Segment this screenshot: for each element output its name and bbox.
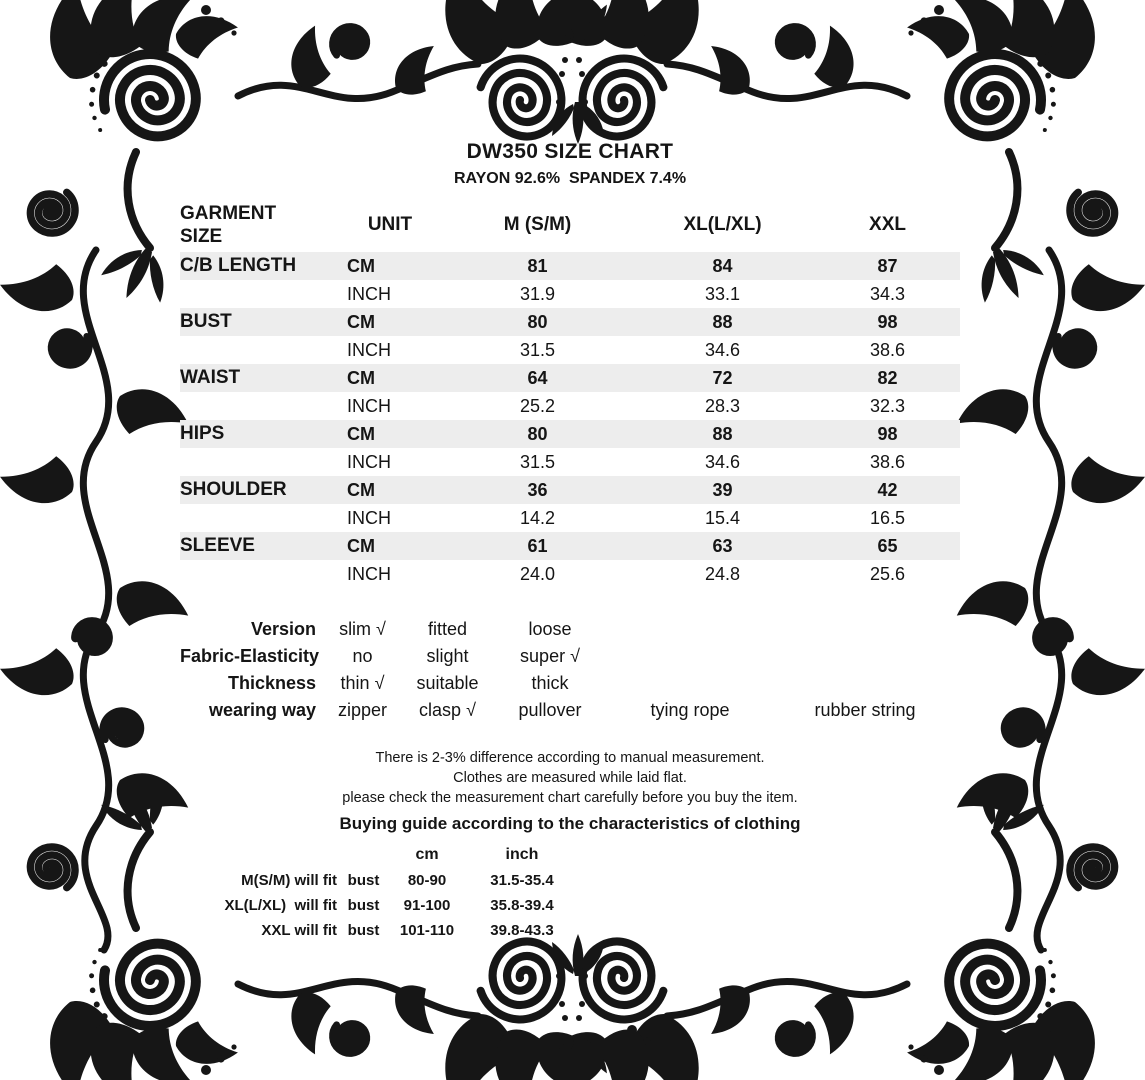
cell-xxl: 38.6 bbox=[869, 451, 906, 472]
attribute-label: wearing way bbox=[208, 700, 316, 720]
table-row bbox=[180, 280, 960, 308]
cell-unit: INCH bbox=[347, 395, 391, 416]
row-label: HIPS bbox=[180, 423, 225, 444]
cell-m: 36 bbox=[527, 479, 548, 500]
cell-xxl: 42 bbox=[877, 479, 898, 500]
cell-xl: 34.6 bbox=[704, 451, 741, 472]
col-size-xxl: XXL bbox=[869, 214, 906, 235]
table-row bbox=[180, 308, 960, 336]
attribute-row: Thickness thin √ suitable thick bbox=[180, 670, 960, 697]
cell-xxl: 87 bbox=[877, 255, 898, 276]
col-unit: UNIT bbox=[367, 214, 413, 235]
cell-unit: CM bbox=[347, 311, 375, 332]
cell-m: 25.2 bbox=[519, 395, 556, 416]
cell-unit: INCH bbox=[347, 451, 391, 472]
buying-guide-table bbox=[180, 842, 960, 943]
attribute-row: wearing way zipper clasp √ pullover tying rope rubber string bbox=[180, 697, 960, 724]
size-table-header bbox=[180, 198, 960, 252]
table-row bbox=[180, 560, 960, 588]
cell-unit: CM bbox=[347, 479, 375, 500]
cell-xxl: 32.3 bbox=[869, 395, 906, 416]
note-line: There is 2-3% difference according to manual measurement. bbox=[375, 750, 765, 766]
cell-unit: CM bbox=[347, 423, 375, 444]
table-row bbox=[180, 476, 960, 504]
size-table bbox=[180, 198, 960, 588]
cell-xxl: 98 bbox=[877, 423, 898, 444]
cell-m: 24.0 bbox=[519, 563, 556, 584]
cell-xl: 72 bbox=[712, 367, 733, 388]
cell-m: 64 bbox=[527, 367, 548, 388]
table-row bbox=[180, 364, 960, 392]
cell-xxl: 82 bbox=[877, 367, 898, 388]
attribute-label: Thickness bbox=[227, 673, 316, 693]
attribute-label: Fabric-Elasticity bbox=[180, 646, 320, 666]
cell-xxl: 65 bbox=[877, 535, 898, 556]
cell-xl: 63 bbox=[712, 535, 733, 556]
table-row bbox=[180, 392, 960, 420]
row-label: SHOULDER bbox=[180, 479, 287, 500]
table-row bbox=[180, 336, 960, 364]
buying-guide-header bbox=[180, 842, 960, 868]
row-label: SLEEVE bbox=[180, 535, 255, 556]
cell-xl: 28.3 bbox=[704, 395, 741, 416]
row-label: C/B LENGTH bbox=[180, 255, 297, 276]
fabric-composition: RAYON 92.6% SPANDEX 7.4% bbox=[453, 170, 687, 187]
cell-xl: 84 bbox=[712, 255, 733, 276]
note-line: please check the measurement chart carefully before you buy the item. bbox=[342, 790, 798, 806]
cell-unit: CM bbox=[347, 535, 375, 556]
cell-xl: 15.4 bbox=[704, 507, 741, 528]
cell-xxl: 38.6 bbox=[869, 339, 906, 360]
col-garment-size: GARMENT SIZE bbox=[180, 203, 277, 247]
buying-guide-title: Buying guide according to the characteristics of clothing bbox=[339, 814, 801, 833]
note-line: Clothes are measured while laid flat. bbox=[453, 770, 687, 786]
cell-m: 31.9 bbox=[519, 283, 556, 304]
cell-m: 31.5 bbox=[519, 339, 556, 360]
cell-xxl: 25.6 bbox=[869, 563, 906, 584]
measurement-notes bbox=[180, 748, 960, 808]
attribute-label: Version bbox=[250, 619, 316, 639]
cell-unit: INCH bbox=[347, 283, 391, 304]
table-row bbox=[180, 532, 960, 560]
buying-guide-row: M(S/M) will fit bust 80-90 31.5-35.4 bbox=[241, 872, 554, 889]
row-label: BUST bbox=[180, 311, 232, 332]
cell-unit: CM bbox=[347, 367, 375, 388]
buying-guide-row: XXL will fit bust 101-110 39.8-43.3 bbox=[261, 922, 554, 939]
cell-unit: INCH bbox=[347, 339, 391, 360]
cell-xl: 24.8 bbox=[704, 563, 741, 584]
col-size-xl: XL(L/XL) bbox=[683, 214, 762, 235]
table-row bbox=[180, 448, 960, 476]
buying-guide-row: XL(L/XL) will fit bust 91-100 35.8-39.4 bbox=[224, 897, 554, 914]
col-inch: inch bbox=[505, 846, 539, 863]
cell-m: 80 bbox=[527, 423, 548, 444]
cell-xl: 88 bbox=[712, 423, 733, 444]
col-size-m: M (S/M) bbox=[503, 214, 572, 235]
row-label: WAIST bbox=[180, 367, 241, 388]
table-row bbox=[180, 420, 960, 448]
cell-xl: 39 bbox=[712, 479, 733, 500]
cell-unit: INCH bbox=[347, 563, 391, 584]
table-row bbox=[180, 252, 960, 280]
cell-m: 61 bbox=[527, 535, 548, 556]
col-cm: cm bbox=[415, 846, 439, 863]
cell-m: 14.2 bbox=[519, 507, 556, 528]
cell-m: 31.5 bbox=[519, 451, 556, 472]
cell-xxl: 34.3 bbox=[869, 283, 906, 304]
cell-xxl: 16.5 bbox=[869, 507, 906, 528]
cell-xl: 34.6 bbox=[704, 339, 741, 360]
cell-m: 81 bbox=[527, 255, 548, 276]
page-title: DW350 SIZE CHART bbox=[466, 140, 674, 163]
cell-m: 80 bbox=[527, 311, 548, 332]
cell-unit: INCH bbox=[347, 507, 391, 528]
table-row bbox=[180, 504, 960, 532]
attribute-row: Fabric-Elasticity no slight super √ bbox=[180, 646, 580, 666]
attribute-row: Version slim √ fitted loose bbox=[180, 616, 960, 643]
attributes-section bbox=[180, 616, 960, 724]
cell-xl: 33.1 bbox=[704, 283, 741, 304]
cell-xxl: 98 bbox=[877, 311, 898, 332]
cell-xl: 88 bbox=[712, 311, 733, 332]
cell-unit: CM bbox=[347, 255, 375, 276]
